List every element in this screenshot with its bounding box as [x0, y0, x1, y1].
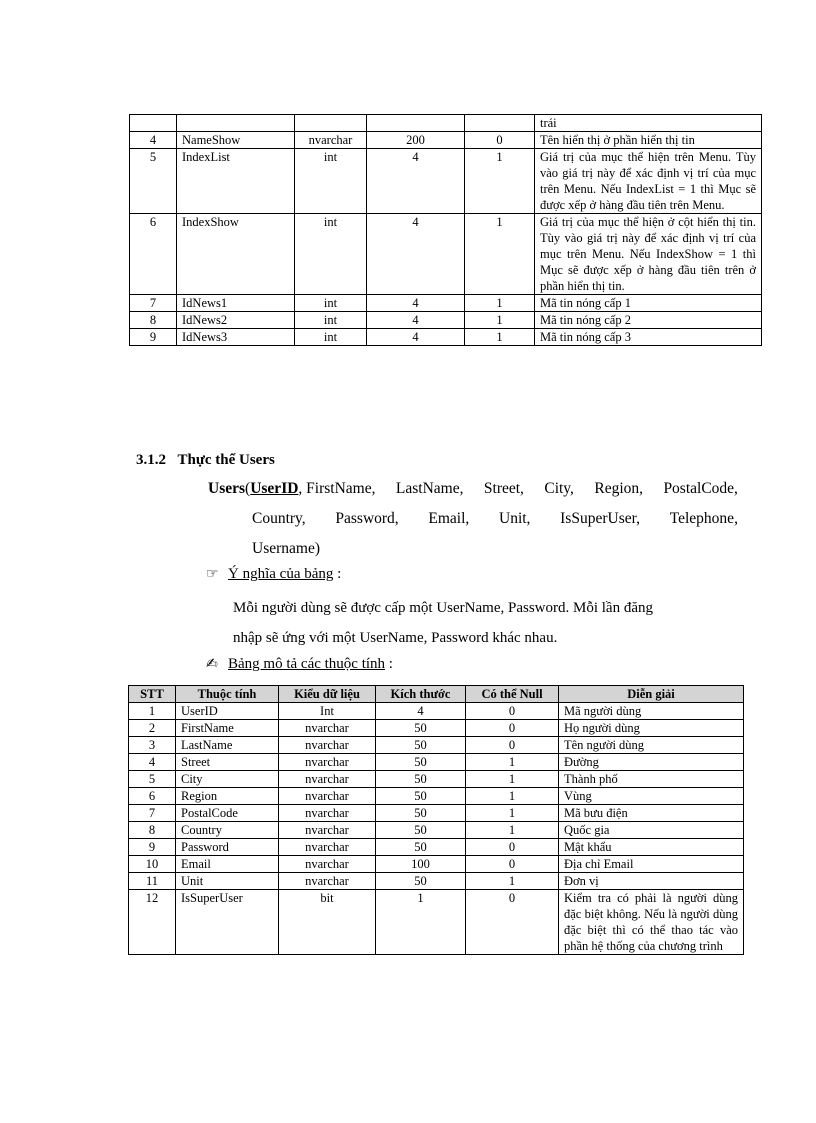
cell-description: Vùng	[559, 788, 744, 805]
table-row	[129, 754, 744, 771]
entity-field: Country,	[252, 510, 306, 527]
cell-description: Mã tin nóng cấp 1	[535, 295, 762, 312]
users-attributes-table	[128, 685, 744, 955]
cell-attribute: IdNews1	[177, 295, 295, 312]
entity-field: City,	[544, 480, 574, 497]
cell-attribute: IndexShow	[177, 214, 295, 295]
attributes-heading	[206, 656, 393, 673]
cell-attribute: Street	[176, 754, 279, 771]
cell-size: 50	[376, 805, 466, 822]
column-header: STT	[129, 686, 176, 703]
cell-description: Mã người dùng	[559, 703, 744, 720]
section-title: Thực thể Users	[177, 452, 275, 468]
entity-field: IsSuperUser,	[560, 510, 641, 527]
cell-nullable	[465, 115, 535, 132]
entity-open-paren: (	[245, 480, 251, 497]
entity-field: Email,	[428, 510, 470, 527]
cell-type: nvarchar	[279, 754, 376, 771]
cell-attribute: Unit	[176, 873, 279, 890]
table-row	[129, 703, 744, 720]
cell-description: Địa chỉ Email	[559, 856, 744, 873]
cell-description: Mật khẩu	[559, 839, 744, 856]
cell-attribute: City	[176, 771, 279, 788]
cell-nullable: 0	[466, 737, 559, 754]
cell-attribute: IdNews3	[177, 329, 295, 346]
cell-nullable: 0	[466, 703, 559, 720]
cell-nullable: 1	[465, 214, 535, 295]
attributes-suffix: :	[385, 656, 393, 672]
cell-stt: 4	[130, 132, 177, 149]
entity-field: PostalCode,	[663, 480, 738, 497]
cell-description: trái	[535, 115, 762, 132]
table-row	[129, 890, 744, 955]
cell-stt: 3	[129, 737, 176, 754]
entity-field: Unit,	[499, 510, 531, 527]
cell-size: 50	[376, 873, 466, 890]
cell-attribute: Country	[176, 822, 279, 839]
fields-table-continued	[129, 114, 762, 346]
cell-nullable: 1	[466, 788, 559, 805]
cell-nullable: 0	[466, 890, 559, 955]
meaning-line-2: nhập sẽ ứng với một UserName, Password khác nhau.	[233, 630, 558, 646]
entity-line-2	[208, 504, 738, 534]
cell-type: Int	[279, 703, 376, 720]
table-row	[130, 149, 762, 214]
entity-field: Password,	[335, 510, 399, 527]
cell-stt: 6	[129, 788, 176, 805]
cell-nullable: 0	[466, 839, 559, 856]
cell-description: Tên hiển thị ở phần hiển thị tin	[535, 132, 762, 149]
cell-size: 50	[376, 720, 466, 737]
table-row	[129, 788, 744, 805]
cell-description: Họ người dùng	[559, 720, 744, 737]
cell-size: 50	[376, 754, 466, 771]
cell-type: int	[295, 329, 367, 346]
table2-body	[129, 703, 744, 955]
section-heading	[136, 452, 275, 469]
cell-type: int	[295, 312, 367, 329]
cell-size: 4	[367, 295, 465, 312]
table1-body	[130, 115, 762, 346]
cell-size: 4	[376, 703, 466, 720]
meaning-line-1: Mỗi người dùng sẽ được cấp một UserName, Password. Mỗi lần đăng	[233, 600, 653, 616]
cell-description: Mã bưu điện	[559, 805, 744, 822]
cell-size: 50	[376, 839, 466, 856]
entity-field: LastName,	[395, 480, 464, 497]
cell-type: nvarchar	[279, 720, 376, 737]
cell-stt: 9	[129, 839, 176, 856]
entity-field: , FirstName,	[298, 480, 376, 497]
cell-stt: 8	[130, 312, 177, 329]
column-header: Kiểu dữ liệu	[279, 686, 376, 703]
column-header: Diễn giải	[559, 686, 744, 703]
cell-description: Kiểm tra có phải là người dùng đặc biệt không. Nếu là người dùng đặc biệt thì có thể thao tác vào phần hệ thống của chương trình	[559, 890, 744, 955]
cell-description: Đơn vị	[559, 873, 744, 890]
cell-size: 50	[376, 771, 466, 788]
cell-attribute	[177, 115, 295, 132]
cell-nullable: 0	[465, 132, 535, 149]
cell-stt: 1	[129, 703, 176, 720]
cell-nullable: 1	[465, 295, 535, 312]
cell-description: Tên người dùng	[559, 737, 744, 754]
column-header: Kích thước	[376, 686, 466, 703]
cell-attribute: IdNews2	[177, 312, 295, 329]
cell-type	[295, 115, 367, 132]
cell-size: 4	[367, 149, 465, 214]
cell-type: nvarchar	[279, 822, 376, 839]
table-row	[129, 873, 744, 890]
table-row	[129, 856, 744, 873]
cell-size: 4	[367, 312, 465, 329]
cell-size: 4	[367, 214, 465, 295]
cell-size: 4	[367, 329, 465, 346]
entity-line-1	[208, 474, 738, 504]
cell-type: nvarchar	[279, 788, 376, 805]
cell-size: 50	[376, 788, 466, 805]
entity-field: Region,	[594, 480, 644, 497]
cell-type: nvarchar	[295, 132, 367, 149]
cell-type: int	[295, 214, 367, 295]
cell-nullable: 0	[466, 856, 559, 873]
cell-size: 1	[376, 890, 466, 955]
cell-nullable: 0	[466, 720, 559, 737]
cell-size: 50	[376, 822, 466, 839]
cell-description: Đường	[559, 754, 744, 771]
cell-stt: 2	[129, 720, 176, 737]
cell-description: Mã tin nóng cấp 2	[535, 312, 762, 329]
cell-stt: 10	[129, 856, 176, 873]
pointing-hand-icon: ☞	[206, 566, 219, 582]
cell-attribute: FirstName	[176, 720, 279, 737]
cell-attribute: Email	[176, 856, 279, 873]
cell-nullable: 1	[466, 805, 559, 822]
table-row	[130, 132, 762, 149]
entity-head	[208, 474, 375, 504]
entity-field: Street,	[483, 480, 524, 497]
cell-type: int	[295, 149, 367, 214]
cell-type: nvarchar	[279, 873, 376, 890]
primary-key: UserID	[250, 480, 299, 497]
cell-stt	[130, 115, 177, 132]
cell-nullable: 1	[466, 873, 559, 890]
writing-hand-icon: ✍	[206, 656, 218, 672]
meaning-paragraph	[233, 593, 738, 653]
cell-description: Mã tin nóng cấp 3	[535, 329, 762, 346]
table-row	[130, 295, 762, 312]
cell-nullable: 1	[465, 149, 535, 214]
table-row	[129, 771, 744, 788]
meaning-heading	[206, 566, 341, 583]
cell-description: Giá trị của mục thể hiện trên Menu. Tùy vào giá trị này để xác định vị trí của mục trên Menu. Nếu IndexList = 1 thì Mục sẽ được xếp ở hàng đầu tiên trên Menu.	[535, 149, 762, 214]
entity-name: Users	[208, 480, 246, 497]
cell-attribute: PostalCode	[176, 805, 279, 822]
section-number: 3.1.2	[136, 452, 166, 468]
cell-attribute: Region	[176, 788, 279, 805]
cell-type: bit	[279, 890, 376, 955]
table-row	[130, 329, 762, 346]
column-header: Thuộc tính	[176, 686, 279, 703]
cell-stt: 9	[130, 329, 177, 346]
cell-type: int	[295, 295, 367, 312]
cell-stt: 7	[129, 805, 176, 822]
cell-stt: 4	[129, 754, 176, 771]
cell-attribute: IsSuperUser	[176, 890, 279, 955]
table-row	[130, 115, 762, 132]
cell-stt: 5	[130, 149, 177, 214]
cell-attribute: NameShow	[177, 132, 295, 149]
cell-size	[367, 115, 465, 132]
cell-attribute: LastName	[176, 737, 279, 754]
cell-description: Thành phố	[559, 771, 744, 788]
entity-definition	[208, 474, 738, 564]
table-row	[130, 312, 762, 329]
cell-attribute: UserID	[176, 703, 279, 720]
cell-attribute: Password	[176, 839, 279, 856]
cell-size: 100	[376, 856, 466, 873]
cell-type: nvarchar	[279, 771, 376, 788]
cell-type: nvarchar	[279, 737, 376, 754]
cell-stt: 7	[130, 295, 177, 312]
cell-type: nvarchar	[279, 839, 376, 856]
cell-description: Giá trị của mục thể hiện ở cột hiển thị tin. Tùy vào giá trị này để xác định vị trí của mục trên Menu. Nếu IndexShow = 1 thì Mục sẽ được xếp ở hàng đầu tiên trên ở phần hiển thị tin.	[535, 214, 762, 295]
cell-nullable: 1	[465, 312, 535, 329]
meaning-suffix: :	[333, 566, 342, 582]
column-header: Có thể Null	[466, 686, 559, 703]
entity-line-3: Username)	[252, 540, 320, 557]
cell-type: nvarchar	[279, 805, 376, 822]
cell-nullable: 1	[466, 754, 559, 771]
cell-stt: 12	[129, 890, 176, 955]
entity-field: Telephone,	[669, 510, 738, 527]
table-row	[129, 720, 744, 737]
cell-size: 50	[376, 737, 466, 754]
cell-nullable: 1	[466, 822, 559, 839]
table-row	[130, 214, 762, 295]
attributes-label: Bảng mô tả các thuộc tính	[228, 656, 386, 672]
cell-description: Quốc gia	[559, 822, 744, 839]
table-header-row	[129, 686, 744, 703]
cell-nullable: 1	[465, 329, 535, 346]
cell-attribute: IndexList	[177, 149, 295, 214]
cell-stt: 6	[130, 214, 177, 295]
table-row	[129, 737, 744, 754]
cell-nullable: 1	[466, 771, 559, 788]
cell-size: 200	[367, 132, 465, 149]
cell-stt: 8	[129, 822, 176, 839]
table-row	[129, 822, 744, 839]
cell-stt: 5	[129, 771, 176, 788]
table-row	[129, 839, 744, 856]
table-row	[129, 805, 744, 822]
cell-type: nvarchar	[279, 856, 376, 873]
cell-stt: 11	[129, 873, 176, 890]
meaning-label: Ý nghĩa của bảng	[228, 566, 334, 582]
